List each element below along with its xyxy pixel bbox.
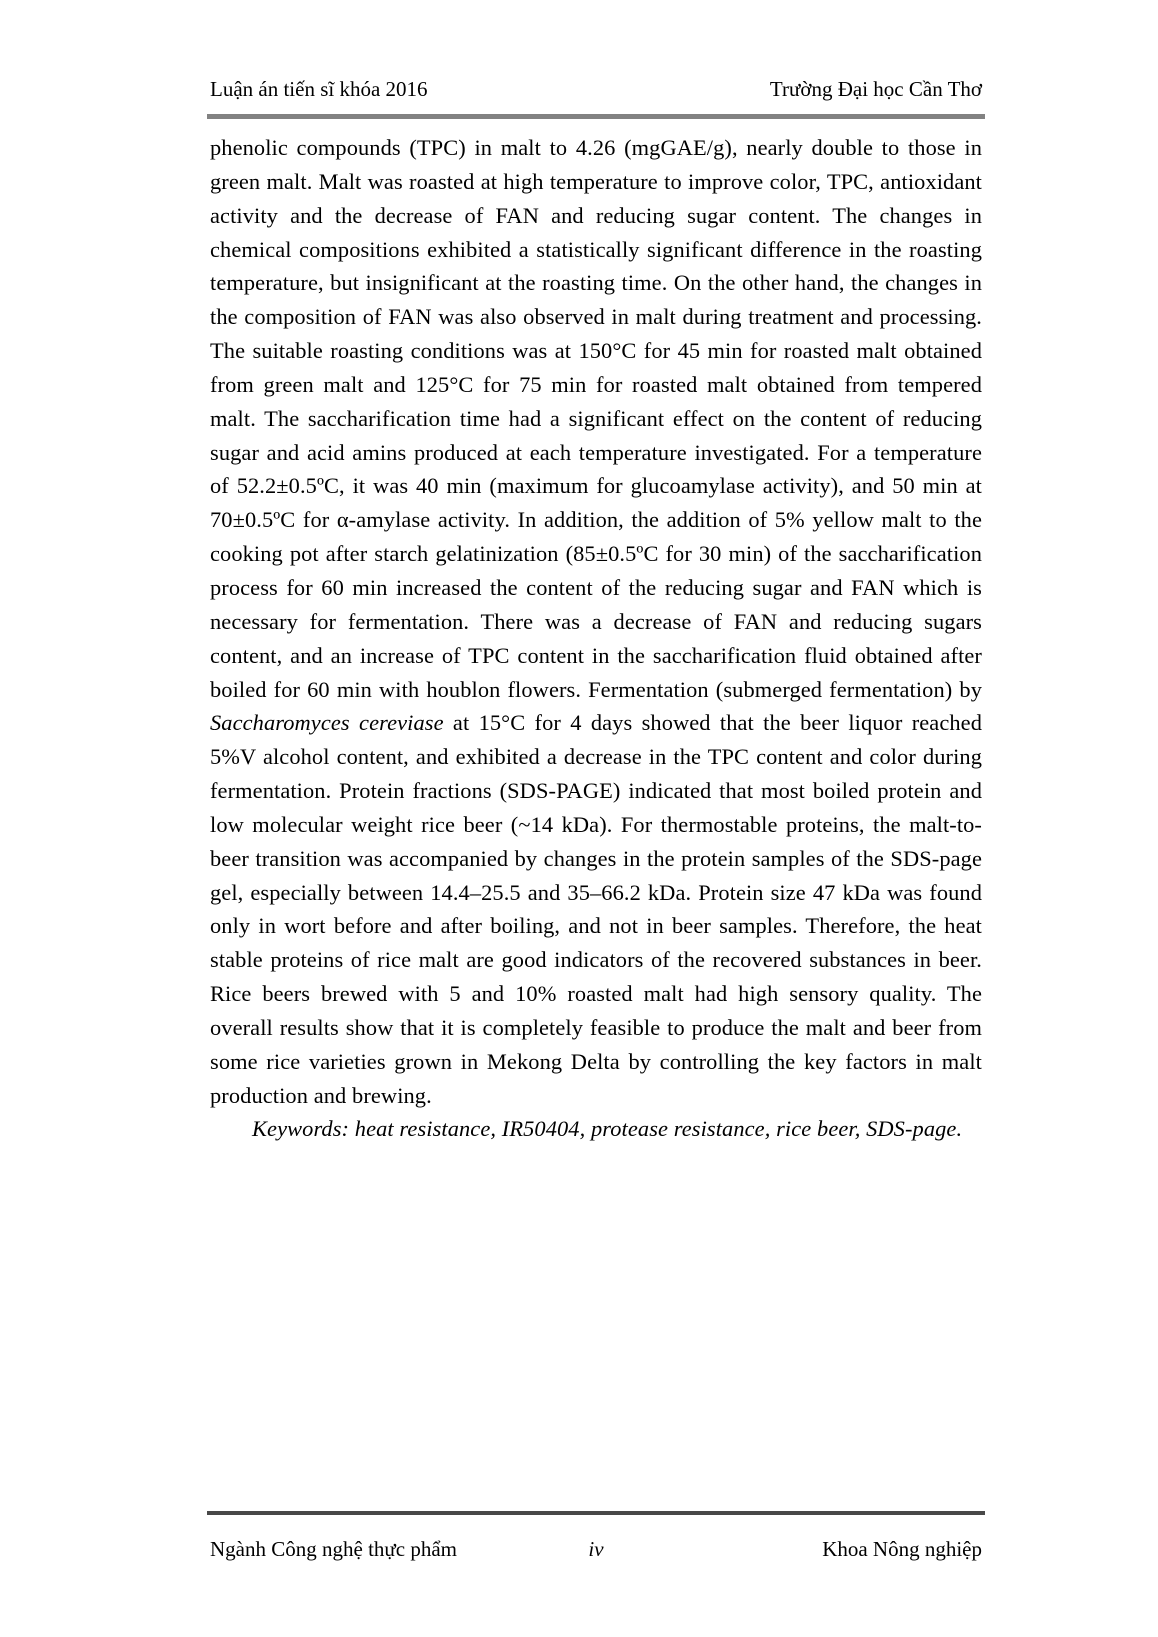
header-right-text: Trường Đại học Cần Thơ xyxy=(769,77,982,101)
header-left-text: Luận án tiến sĩ khóa 2016 xyxy=(210,77,428,101)
page-number: iv xyxy=(588,1537,604,1561)
species-name-italic: Saccharomyces cereviase xyxy=(210,710,444,736)
keywords-line: Keywords: heat resistance, IR50404, protease resistance, rice beer, SDS-page. xyxy=(252,1116,963,1142)
footer-rule xyxy=(207,1511,985,1515)
page-footer xyxy=(210,1536,982,1562)
footer-right-text: Khoa Nông nghiệp xyxy=(822,1537,982,1561)
abstract-text-before-species: phenolic compounds (TPC) in malt to 4.26 (mgGAE/g), nearly double to those in green malt. Malt was roasted at high temperature to improve color, TPC, antioxidant activity and the decrease of FAN and reducing sugar content. The changes in chemical compositions exhibited a statistically significant difference in the roasting temperature, but insignificant at the roasting time. On the other hand, the changes in the composition of FAN was also observed in malt during treatment and processing. The suitable roasting conditions was at 150°C for 45 min for roasted malt obtained from green malt and 125°C for 75 min for roasted malt obtained from tempered malt. The saccharification time had a significant effect on the content of reducing sugar and acid amins produced at each temperature investigated. For a temperature of 52.2±0.5ºC, it was 40 min (maximum for glucoamylase activity), and 50 min at 70±0.5ºC for α-amylase activity. In addition, the addition of 5% yellow malt to the cooking pot after starch gelatinization (85±0.5ºC for 30 min) of the saccharification process for 60 min increased the content of the reducing sugar and FAN which is necessary for fermentation. There was a decrease of FAN and reducing sugars content, and an increase of TPC content in the saccharification fluid obtained after boiled for 60 min with houblon flowers. Fermentation (submerged fermentation) by xyxy=(210,135,982,702)
abstract-content xyxy=(210,131,982,1146)
abstract-paragraph xyxy=(210,131,982,1112)
header-rule xyxy=(207,114,985,119)
page-header xyxy=(210,76,982,102)
abstract-text-after-species: at 15°C for 4 days showed that the beer liquor reached 5%V alcohol content, and exhibited a decrease in the TPC content and color during fermentation. Protein fractions (SDS-PAGE) indicated that most boiled protein and low molecular weight rice beer (~14 kDa). For thermostable proteins, the malt-to-beer transition was accompanied by changes in the protein samples of the SDS-page gel, especially between 14.4–25.5 and 35–66.2 kDa. Protein size 47 kDa was found only in wort before and after boiling, and not in beer samples. Therefore, the heat stable proteins of rice malt are good indicators of the recovered substances in beer. Rice beers brewed with 5 and 10% roasted malt had high sensory quality. The overall results show that it is completely feasible to produce the malt and beer from some rice varieties grown in Mekong Delta by controlling the key factors in malt production and brewing. xyxy=(210,710,982,1108)
footer-left-text: Ngành Công nghệ thực phẩm xyxy=(210,1537,458,1561)
